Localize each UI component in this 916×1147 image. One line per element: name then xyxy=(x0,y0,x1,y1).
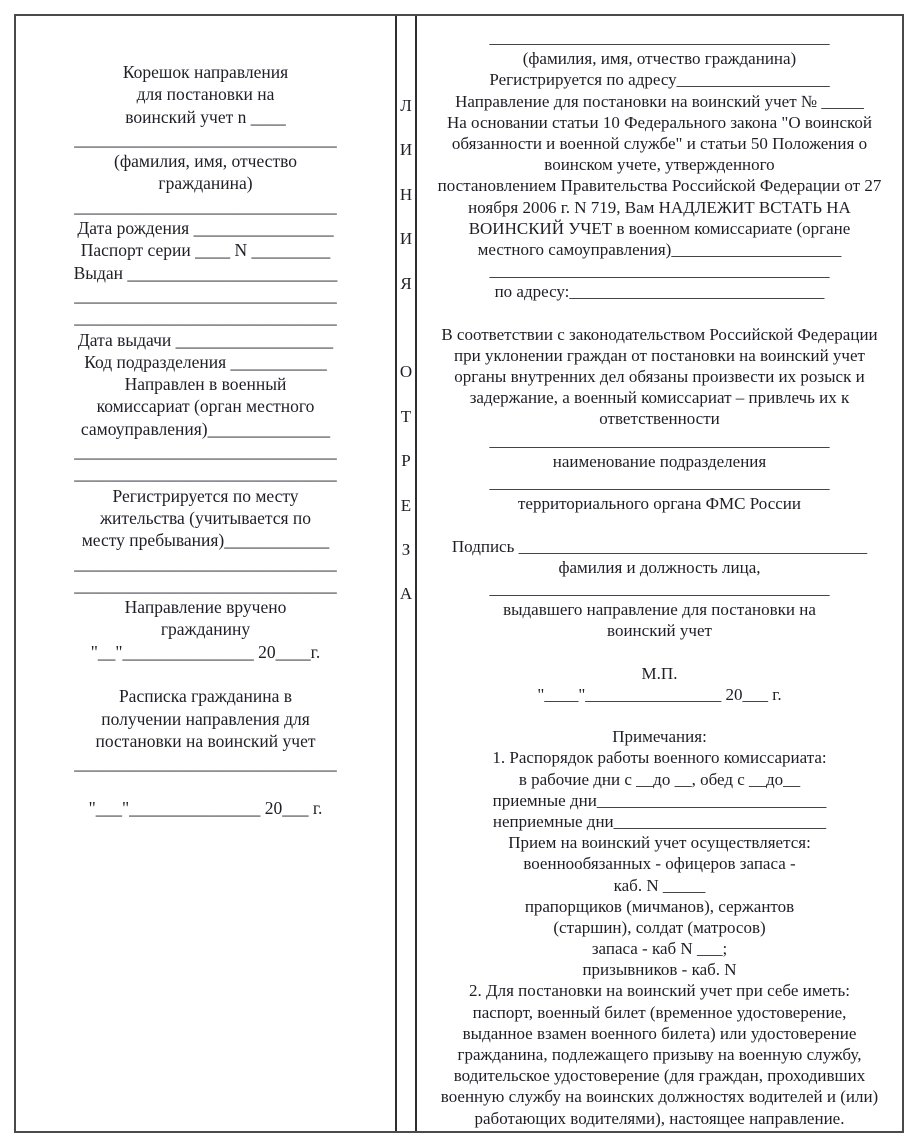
stub-line: ______________________________ xyxy=(74,284,337,305)
referral-line: В соответствии с законодательством Российской Федерации xyxy=(441,324,878,344)
cut-line-letter: Е xyxy=(400,495,412,515)
referral-line: Примечания: xyxy=(612,727,707,747)
stub-line: жительства (учитывается по xyxy=(99,507,312,528)
referral-line: ________________________________________ xyxy=(489,472,830,492)
referral-line: воинский учет xyxy=(607,621,712,641)
cut-line-letter: А xyxy=(399,584,413,604)
referral-line: М.П. xyxy=(641,663,678,683)
referral-line: ________________________________________ xyxy=(489,430,830,450)
stub-line: получении направления для xyxy=(101,708,310,729)
referral-line: органы внутренних дел обязаны произвести их розыск и xyxy=(454,367,865,386)
stub-line: Корешок направления xyxy=(122,62,289,82)
stub-line: Направление вручено xyxy=(124,597,287,618)
referral-line: (фамилия, имя, отчество гражданина) xyxy=(522,49,797,69)
referral-line: выданное взамен военного билета) или удостоверение xyxy=(462,1023,857,1043)
referral-line: в рабочие дни с __до __, обед с __до__ xyxy=(518,769,801,789)
stub-line: ______________________________ xyxy=(74,753,337,774)
referral-line: призывников - каб. N xyxy=(582,960,737,980)
referral-line: (старшин), солдат (матросов) xyxy=(553,917,766,937)
referral-column xyxy=(417,16,902,1131)
stub-line: воинский учет n ____ xyxy=(125,106,286,127)
referral-line: ответственности xyxy=(599,409,720,429)
referral-line: паспорт, военный билет (временное удостоверение, xyxy=(472,1002,847,1022)
referral-line: наименование подразделения xyxy=(552,451,767,471)
stub-line: Дата выдачи __________________ xyxy=(77,329,334,350)
cut-line-letter: Л xyxy=(400,96,412,115)
stub-line: Выдан ________________________ xyxy=(73,262,338,283)
stub-line: комиссариат (орган местного xyxy=(96,396,315,417)
referral-line: ВОИНСКИЙ УЧЕТ в военном комиссариате (органе xyxy=(468,218,851,238)
referral-line: обязанности и военной службе" и статьи 50 Положения о xyxy=(451,133,868,153)
referral-line: приемные дни___________________________ xyxy=(492,790,827,810)
referral-line: воинском учете, утвержденного xyxy=(544,155,775,175)
referral-line: 2. Для постановки на воинский учет при себе иметь: xyxy=(469,981,850,1001)
referral-line xyxy=(417,641,902,662)
stub-line: постановки на воинский учет xyxy=(95,730,316,751)
referral-line: гражданина, подлежащего призыву на военную службу, xyxy=(457,1045,862,1064)
stub-line: гражданина) xyxy=(158,173,253,194)
stub-line: "__"_______________ 20____г. xyxy=(90,641,321,662)
referral-line: выдавшего направление для постановки на xyxy=(503,600,816,620)
stub-line: ______________________________ xyxy=(74,128,337,149)
stub-line: Код подразделения ___________ xyxy=(84,351,327,372)
cut-line-letter: Р xyxy=(401,451,411,471)
referral-line: ноября 2006 г. N 719, Вам НАДЛЕЖИТ ВСТАТЬ НА xyxy=(468,197,851,217)
stub-column xyxy=(16,16,395,1131)
referral-line: водительское удостоверение (для граждан, проходивших xyxy=(453,1066,866,1086)
stub-line: для постановки на xyxy=(136,84,275,105)
cut-line-letter: О xyxy=(399,362,413,382)
referral-line: "____"________________ 20___ г. xyxy=(537,684,782,704)
stub-line: Расписка гражданина в xyxy=(118,686,293,707)
stub-line: Дата рождения ________________ xyxy=(77,218,334,239)
stub-line: "___"_______________ 20___ г. xyxy=(88,797,323,818)
cut-line-letter xyxy=(397,306,415,350)
referral-line: работающих водителями), настоящее направление. xyxy=(474,1108,845,1128)
stub-line: ______________________________ xyxy=(74,441,337,462)
referral-line: неприемные дни_________________________ xyxy=(492,811,827,831)
stub-line: Паспорт серии ____ N _________ xyxy=(80,240,331,261)
stub-line: (фамилия, имя, отчество xyxy=(114,151,297,172)
referral-line: при уклонении граждан от постановки на воинский учет xyxy=(454,345,865,365)
referral-line: территориального органа ФМС России xyxy=(518,494,801,514)
referral-line: задержание, а военный комиссариат – привлечь их к xyxy=(469,388,850,408)
referral-line: каб. N _____ xyxy=(613,875,706,895)
cut-line-letter: Я xyxy=(400,273,412,293)
referral-line: На основании статьи 10 Федерального закона "О воинской xyxy=(446,112,873,132)
stub-line: ______________________________ xyxy=(74,552,337,573)
stub-line: месту пребывания)____________ xyxy=(81,530,330,551)
referral-line: ________________________________________ xyxy=(489,28,830,47)
referral-line: местного самоуправления)____________________ xyxy=(477,239,842,259)
referral-line: фамилия и должность лица, xyxy=(558,557,761,577)
referral-line: Регистрируется по адресу__________________ xyxy=(489,70,830,90)
referral-line: Направление для постановки на воинский учет № _____ xyxy=(455,91,864,111)
referral-form-sheet xyxy=(14,14,904,1133)
stub-line: ______________________________ xyxy=(74,307,337,328)
stub-line: Направлен в военный xyxy=(124,374,287,395)
referral-line: запаса - каб N ___; xyxy=(591,939,728,959)
referral-line: военнообязанных - офицеров запаса - xyxy=(523,854,796,874)
cut-line-letter: И xyxy=(399,140,413,160)
stub-line: гражданину xyxy=(160,619,251,640)
stub-line: Регистрируется по месту xyxy=(112,485,299,506)
cut-line-letter: Н xyxy=(399,184,413,204)
stub-line: ______________________________ xyxy=(74,463,337,484)
stub-line: самоуправления)______________ xyxy=(80,418,331,439)
referral-line: Подпись _________________________________________ xyxy=(451,536,868,556)
cut-line-letter: Т xyxy=(400,406,412,426)
referral-line: прапорщиков (мичманов), сержантов xyxy=(524,896,795,916)
referral-line: ________________________________________ xyxy=(489,261,830,281)
referral-line xyxy=(417,302,902,323)
cut-line-letter: И xyxy=(399,229,413,249)
cut-line-letter: З xyxy=(401,539,411,559)
referral-line: Прием на воинский учет осуществляется: xyxy=(508,833,811,853)
stub-line xyxy=(16,775,395,797)
referral-line xyxy=(417,514,902,535)
referral-line: постановлением Правительства Российской Федерации от 27 xyxy=(437,176,882,196)
stub-line xyxy=(16,663,395,685)
stub-line: ______________________________ xyxy=(74,574,337,595)
referral-line: 1. Распорядок работы военного комиссариата: xyxy=(492,748,827,768)
referral-line: военную службу на воинских должностях водителей и (или) xyxy=(440,1087,879,1107)
referral-line: по адресу:______________________________ xyxy=(494,282,825,302)
referral-line xyxy=(417,705,902,726)
referral-line: ________________________________________ xyxy=(489,578,830,598)
stub-line: ______________________________ xyxy=(74,195,337,216)
cut-line-strip xyxy=(395,16,417,1131)
